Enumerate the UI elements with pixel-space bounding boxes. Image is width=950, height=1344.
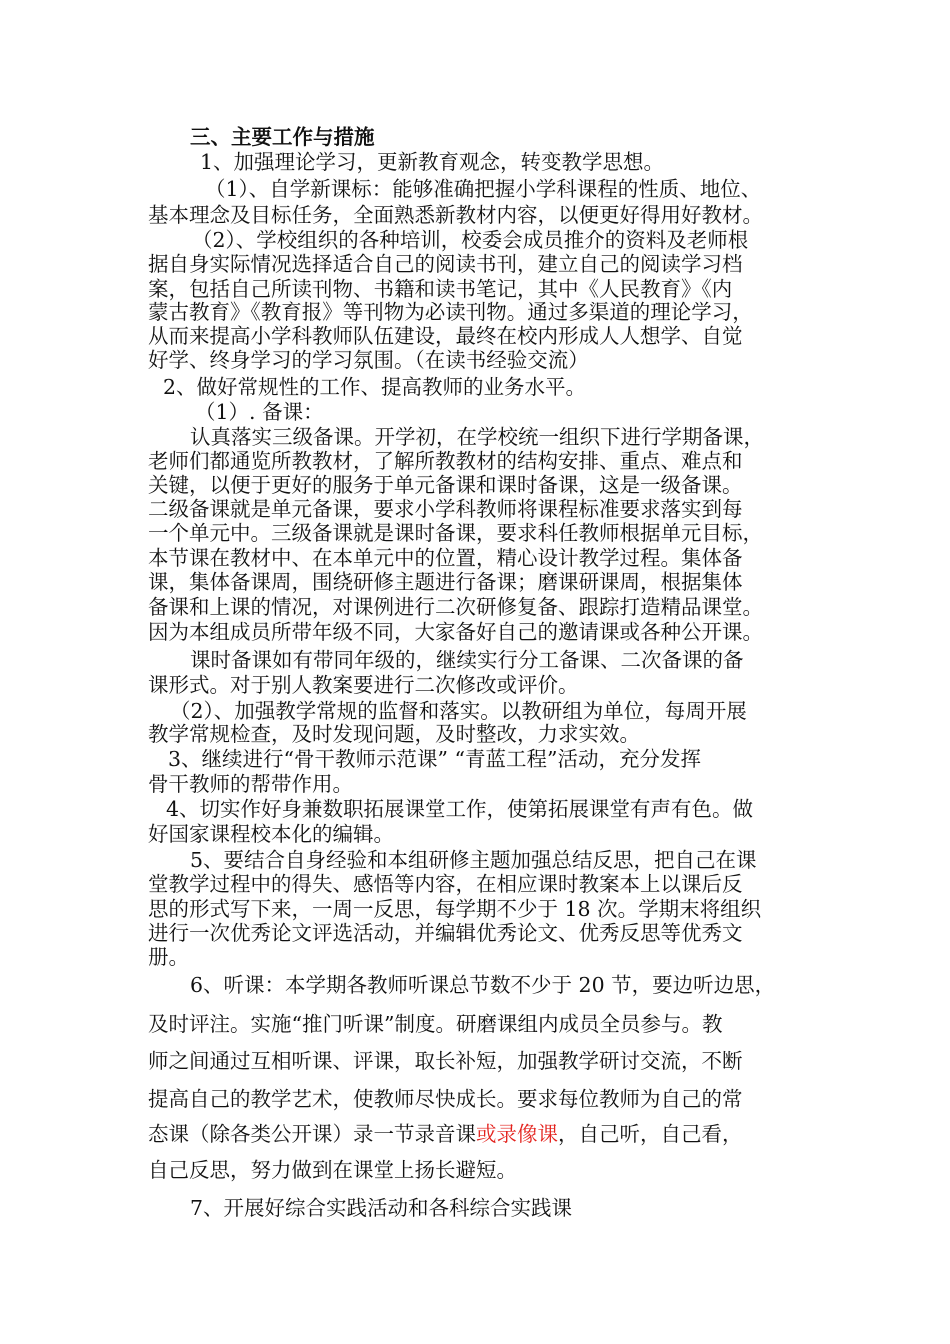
paragraph-line: 蒙古教育》《教育报》等刊物为必读刊物。通过多渠道的理论学习， bbox=[148, 300, 753, 324]
paragraph-line: 课，集体备课周，围绕研修主题进行备课；磨课研课周，根据集体 bbox=[148, 570, 743, 594]
paragraph-line: 思的形式写下来，一周一反思，每学期不少于 18 次。学期末将组织 bbox=[148, 897, 762, 921]
paragraph-line: 册。 bbox=[148, 945, 189, 969]
paragraph-line: 好国家课程校本化的编辑。 bbox=[148, 822, 394, 846]
paragraph-line: 因为本组成员所带年级不同，大家备好自己的邀请课或各种公开课。 bbox=[148, 620, 763, 644]
paragraph-line: 及时评注。实施“推门听课”制度。研磨课组内成员全员参与。教 bbox=[148, 1012, 723, 1036]
paragraph-line: 堂教学过程中的得失、感悟等内容，在相应课时教案本上以课后反 bbox=[148, 872, 743, 896]
highlighted-text: 或录像课 bbox=[476, 1122, 558, 1146]
section-heading: 三、主要工作与措施 bbox=[190, 125, 375, 149]
paragraph-line: 师之间通过互相听课、评课，取长补短，加强教学研讨交流，不断 bbox=[148, 1049, 743, 1073]
paragraph-line: 一个单元中。三级备课就是课时备课，要求科任教师根据单元目标， bbox=[148, 521, 763, 545]
paragraph-line: 5、要结合自身经验和本组研修主题加强总结反思，把自己在课 bbox=[190, 848, 757, 872]
paragraph-line: 课时备课如有带同年级的，继续实行分工备课、二次备课的备 bbox=[190, 648, 744, 672]
paragraph-line: 基本理念及目标任务，全面熟悉新教材内容，以便更好得用好教材。 bbox=[148, 203, 763, 227]
paragraph-line: 本节课在教材中、在本单元中的位置，精心设计教学过程。集体备 bbox=[148, 546, 743, 570]
paragraph-line bbox=[148, 1122, 743, 1146]
paragraph-line: 自己反思，努力做到在课堂上扬长避短。 bbox=[148, 1158, 517, 1182]
paragraph-line: 提高自己的教学艺术，使教师尽快成长。要求每位教师为自己的常 bbox=[148, 1087, 743, 1111]
paragraph-line: 案，包括自己所读刊物、书籍和读书笔记，其中《人民教育》《内 bbox=[148, 277, 733, 301]
paragraph-line: 进行一次优秀论文评选活动，并编辑优秀论文、优秀反思等优秀文 bbox=[148, 921, 743, 945]
paragraph-line: 4、切实作好身兼数职拓展课堂工作，使第拓展课堂有声有色。做 bbox=[166, 797, 754, 821]
paragraph-line: 认真落实三级备课。开学初，在学校统一组织下进行学期备课， bbox=[190, 425, 764, 449]
paragraph-line: 据自身实际情况选择适合自己的阅读书刊，建立自己的阅读学习档 bbox=[148, 252, 743, 276]
line-text: 态课（除各类公开课）录一节录音课 bbox=[148, 1122, 476, 1146]
paragraph-line: （2）、学校组织的各种培训，校委会成员推介的资料及老师根 bbox=[192, 228, 749, 252]
paragraph-line: 好学、终身学习的学习氛围。（在读书经验交流） bbox=[148, 348, 589, 372]
paragraph-line: 7、开展好综合实践活动和各科综合实践课 bbox=[190, 1196, 573, 1220]
paragraph-line: 6、听课：本学期各教师听课总节数不少于 20 节，要边听边思， bbox=[190, 973, 776, 997]
paragraph-line: 1、加强理论学习，更新教育观念，转变教学思想。 bbox=[200, 150, 665, 174]
paragraph-line: （1）. 备课： bbox=[195, 400, 324, 424]
paragraph-line: 二级备课就是单元备课，要求小学科教师将课程标准要求落实到每 bbox=[148, 497, 743, 521]
paragraph-line: 课形式。对于别人教案要进行二次修改或评价。 bbox=[148, 673, 579, 697]
paragraph-line: （2）、加强教学常规的监督和落实。以教研组为单位，每周开展 bbox=[170, 699, 747, 723]
paragraph-line: 3、继续进行“骨干教师示范课” “青蓝工程”活动，充分发挥 bbox=[168, 747, 701, 771]
paragraph-line: 备课和上课的情况，对课例进行二次研修复备、跟踪打造精品课堂。 bbox=[148, 595, 763, 619]
paragraph-line: 教学常规检查，及时发现问题，及时整改，力求实效。 bbox=[148, 722, 640, 746]
paragraph-line: 关键，以便于更好的服务于单元备课和课时备课，这是一级备课。 bbox=[148, 473, 743, 497]
paragraph-line: 老师们都通览所教教材，了解所教教材的结构安排、重点、难点和 bbox=[148, 449, 743, 473]
line-text: ，自己听，自己看， bbox=[558, 1122, 743, 1146]
paragraph-line: （1）、自学新课标：能够准确把握小学科课程的性质、地位、 bbox=[205, 177, 762, 201]
paragraph-line: 骨干教师的帮带作用。 bbox=[148, 772, 353, 796]
paragraph-line: 2、做好常规性的工作、提高教师的业务水平。 bbox=[163, 375, 587, 399]
paragraph-line: 从而来提高小学科教师队伍建设，最终在校内形成人人想学、自觉 bbox=[148, 324, 743, 348]
